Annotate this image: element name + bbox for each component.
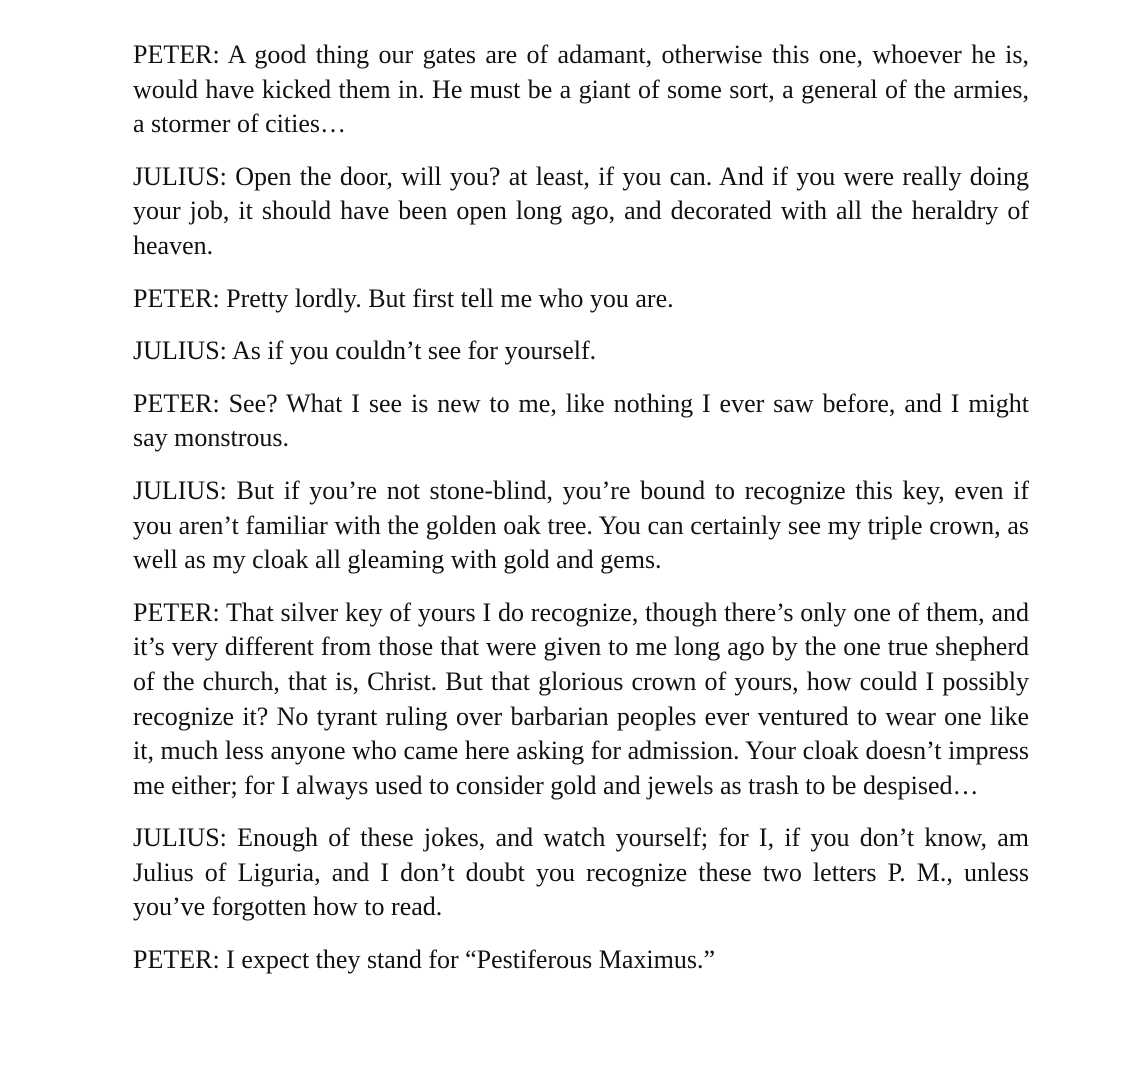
dialogue-text: But if you’re not stone-blind, you’re bound to recognize this key, even if you aren’t familiar with the golden oak tree. You can certainly see my triple crown, as well as my cloak all gleaming with gold and gems. [133,475,1030,575]
speaker-name: PETER: [133,597,220,627]
dialogue-paragraph [133,596,1029,804]
dialogue-paragraph [133,943,1029,978]
speaker-name: JULIUS: [133,475,227,505]
dialogue-paragraph [133,474,1029,578]
speaker-name: JULIUS: [133,823,227,853]
dialogue-text: A good thing our gates are of adamant, otherwise this one, whoever he is, would have kicked them in. He must be a giant of some sort, a general of the armies, a stormer of cities… [133,40,1029,139]
dialogue-text: Open the door, will you? at least, if you can. And if you were really doing your job, it should have been open long ago, and decorated with all the heraldry of heaven. [133,161,1030,260]
dialogue-paragraph [133,387,1029,456]
speaker-name: JULIUS: [133,161,227,191]
dialogue-paragraph [133,38,1029,142]
document-page [133,38,1029,978]
dialogue-paragraph [133,160,1029,264]
dialogue-text: As if you couldn’t see for yourself. [231,336,597,366]
dialogue-text: Pretty lordly. But first tell me who you are. [226,283,674,313]
dialogue-text: I expect they stand for “Pestiferous Maximus.” [226,945,715,975]
speaker-name: PETER: [133,283,220,313]
speaker-name: PETER: [133,40,220,69]
dialogue-paragraph [133,334,1029,369]
dialogue-paragraph [133,821,1029,925]
dialogue-text: See? What I see is new to me, like nothing I ever saw before, and I might say monstrous. [133,388,1029,453]
speaker-name: PETER: [133,388,220,418]
dialogue-text: That silver key of yours I do recognize, though there’s only one of them, and it’s very different from those that were given to me long ago by the one true shepherd of the church, that is, Christ. But that glorious crown of yours, how could I possibly recognize it? No tyrant ruling over barbarian peoples ever ventured to wear one like it, much less anyone who came here asking for admission. Your cloak doesn’t impress me either; for I always used to consider gold and jewels as trash to be despised… [133,597,1030,800]
dialogue-text: Enough of these jokes, and watch yourself; for I, if you don’t know, am Julius of Liguria, and I don’t doubt you recognize these two letters P. M., unless you’ve forgotten how to read. [133,823,1030,922]
speaker-name: JULIUS: [133,336,227,366]
dialogue-paragraph [133,282,1029,317]
speaker-name: PETER: [133,945,220,975]
